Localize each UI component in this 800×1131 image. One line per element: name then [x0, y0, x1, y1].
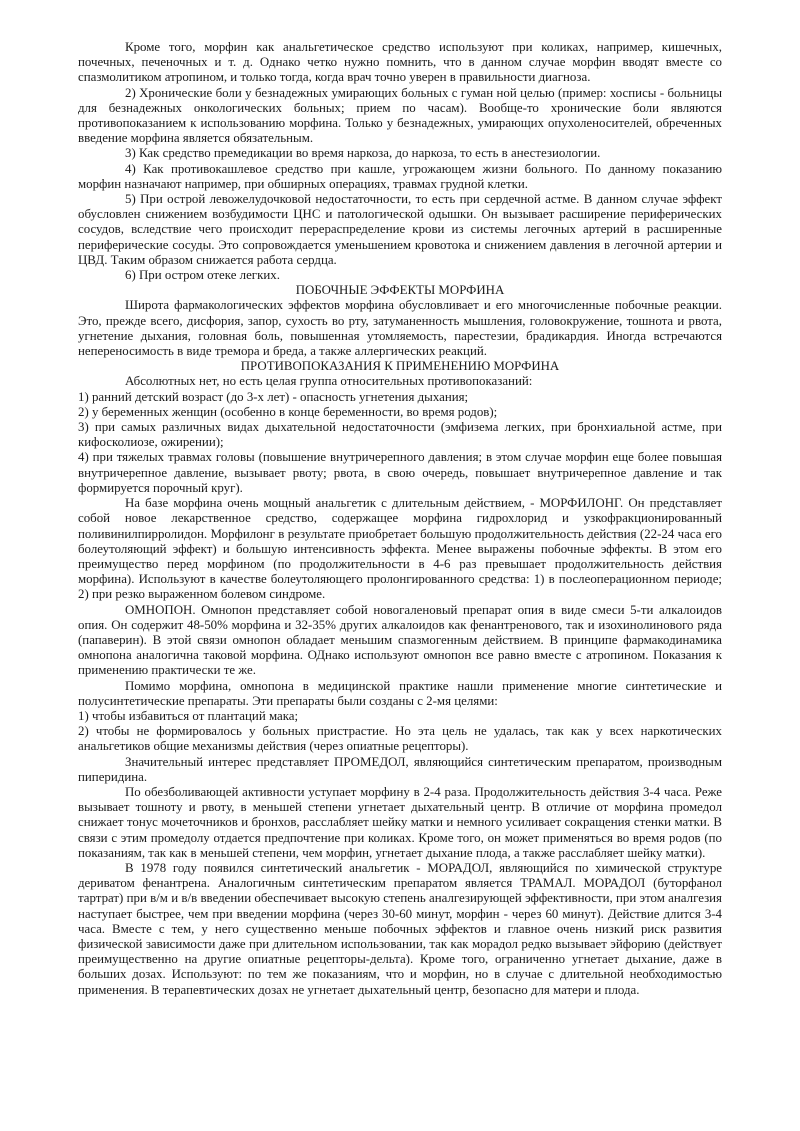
section-heading: ПРОТИВОПОКАЗАНИЯ К ПРИМЕНЕНИЮ МОРФИНА	[240, 359, 560, 374]
paragraph: На базе морфина очень мощный анальгетик с длительным действием, - МОРФИЛОНГ. Он представляет собой новое лекарственное средство, содержащее морфина гидрохлорид и узкофракционированный поливинилпирролидон. Морфилонг в результате приобретает большую продолжительность действия (22-24 часа его болеутоляющий эффект) и большую интенсивность эффекта. Менее выражены побочные эффекты. В этом его преимущество перед морфином (по продолжительности в 4-6 раз превышает продолжительность действия морфина). Используют в качестве болеутоляющего пролонгированного средства: 1) в послеоперационном периоде; 2) при резко выраженном болевом синдроме.	[78, 496, 722, 602]
paragraph: Кроме того, морфин как анальгетическое средство используют при коликах, например, кишечных, почечных, печеночных и т. д. Однако четко нужно помнить, что в данном случае морфин вводят вместе со спазмолитиком атропином, и только тогда, когда врач точно уверен в правильности диагноза.	[78, 40, 722, 85]
paragraph: 2) Хронические боли у безнадежных умирающих больных с гуман ной целью (пример: хосписы - больницы для безнадежных онкологических больных; прием по часам). Вообще-то хронические боли являются противопоказанием к использованию морфина. Только у безнадежных, умирающих опухоленосителей, обреченных введение морфина является обязательным.	[78, 85, 722, 146]
list-item: 3) при самых различных видах дыхательной недостаточности (эмфизема легких, при бронхиальной астме, при кифосколиозе, ожирении);	[78, 420, 722, 450]
paragraph: По обезболивающей активности уступает морфину в 2-4 раза. Продолжительность действия 3-4 часа. Реже вызывает тошноту и рвоту, в меньшей степени угнетает дыхательный центр. В отличие от морфина промедол снижает тонус мочеточников и бронхов, расслабляет шейку матки и немного усиливает сокращения стенки матки. В связи с этим промедолу отдается предпочтение при коликах. Кроме того, он может применяться во время родов (по показаниям, так как в меньшей степени, чем морфин, угнетает дыхание плода, а также расслабляет шейку матки).	[78, 784, 722, 860]
list-item: 1) чтобы избавиться от плантаций мака;	[78, 708, 299, 723]
paragraph: 5) При острой левожелудочковой недостаточности, то есть при сердечной астме. В данном случае эффект обусловлен снижением возбудимости ЦНС и патологической одышки. Он вызывает расширение периферических сосудов, вследствие чего происходит перераспределение крови из системы легочных артерий в расширенные периферические сосуды. Это сопровождается уменьшением кровотока и снижением давления в легочной артерии и ЦВД. Таким образом снижается работа сердца.	[78, 192, 722, 267]
list-item: 2) чтобы не формировалось у больных пристрастие. Но эта цель не удалась, так как у всех наркотических анальгетиков общие механизмы действия (через опиатные рецепторы).	[78, 724, 722, 754]
paragraph: ОМНОПОН. Омнопон представляет собой новогаленовый препарат опия в виде смеси 5-ти алкалоидов опия. Он содержит 48-50% морфина и 32-35% других алкалоидов как фенантренового, так и изохинолинового ряда (папаверин). В этой связи омнопон обладает меньшим спазмогенным действием. В принципе фармакодинамика омнопона аналогична таковой морфина. ОДнако используют омнопон все равно вместе с атропином. Показания к применению практически те же.	[78, 602, 722, 678]
paragraph: 6) При остром отеке легких.	[125, 268, 280, 283]
paragraph: Абсолютных нет, но есть целая группа относительных противопоказаний:	[125, 374, 533, 389]
paragraph: В 1978 году появился синтетический анальгетик - МОРАДОЛ, являющийся по химической структуре дериватом фенантрена. Аналогичным синтетическим препаратом является ТРАМАЛ. МОРАДОЛ (буторфанол тартрат) при в/м и в/в введении обеспечивает высокую степень аналгезирующей эффективности, при этом аналгезия наступает быстрее, чем при введении морфина (через 30-60 минут, морфин - через 60 минут). Действие длится 3-4 часа. Вместе с тем, у него существенно меньше побочных эффектов и главное очень низкий риск развития физической зависимости даже при длительном использовании, так как морадол редко вызывает эйфорию (действует преимущественно на другие опиатные рецепторы-дельта). Кроме того, ограниченно угнетает дыхание, даже в больших дозах. Используют: по тем же показаниям, что и морфин, но в случае с длительной необходимостью применения. В терапевтических дозах не угнетает дыхательный центр, безопасно для матери и плода.	[78, 860, 722, 997]
paragraph: Помимо морфина, омнопона в медицинской практике нашли применение многие синтетические и полусинтетические препараты. Эти препараты были созданы с 2-мя целями:	[78, 678, 722, 708]
paragraph: Значительный интерес представляет ПРОМЕДОЛ, являющийся синтетическим препаратом, производным пиперидина.	[78, 754, 722, 784]
list-item: 4) при тяжелых травмах головы (повышение внутричерепного давления; в этом случае морфин еще более повышая внутричерепное давление, вызывает рвоту; рвота, в свою очередь, повышает внутричерепное давление и так формируется порочный круг).	[78, 450, 722, 495]
paragraph: Широта фармакологических эффектов морфина обусловливает и его многочисленные побочные реакции. Это, прежде всего, дисфория, запор, сухость во рту, затуманенность мышления, головокружение, тошнота и рвота, угнетение дыхания, головная боль, повышенная утомляемость, парестезии, брадикардия. Иногда встречаются непереносимость в виде тремора и бреда, а также аллергических реакций.	[78, 298, 722, 359]
paragraph: 4) Как противокашлевое средство при кашле, угрожающем жизни больного. По данному показанию морфин назначают например, при обширных операциях, травмах грудной клетки.	[78, 161, 722, 191]
paragraph: 3) Как средство премедикации во время наркоза, до наркоза, то есть в анестезиологии.	[125, 146, 601, 161]
list-item: 2) у беременных женщин (особенно в конце беременности, во время родов);	[78, 404, 498, 419]
section-heading: ПОБОЧНЫЕ ЭФФЕКТЫ МОРФИНА	[295, 283, 505, 298]
list-item: 1) ранний детский возраст (до 3-х лет) - опасность угнетения дыхания;	[78, 389, 469, 404]
